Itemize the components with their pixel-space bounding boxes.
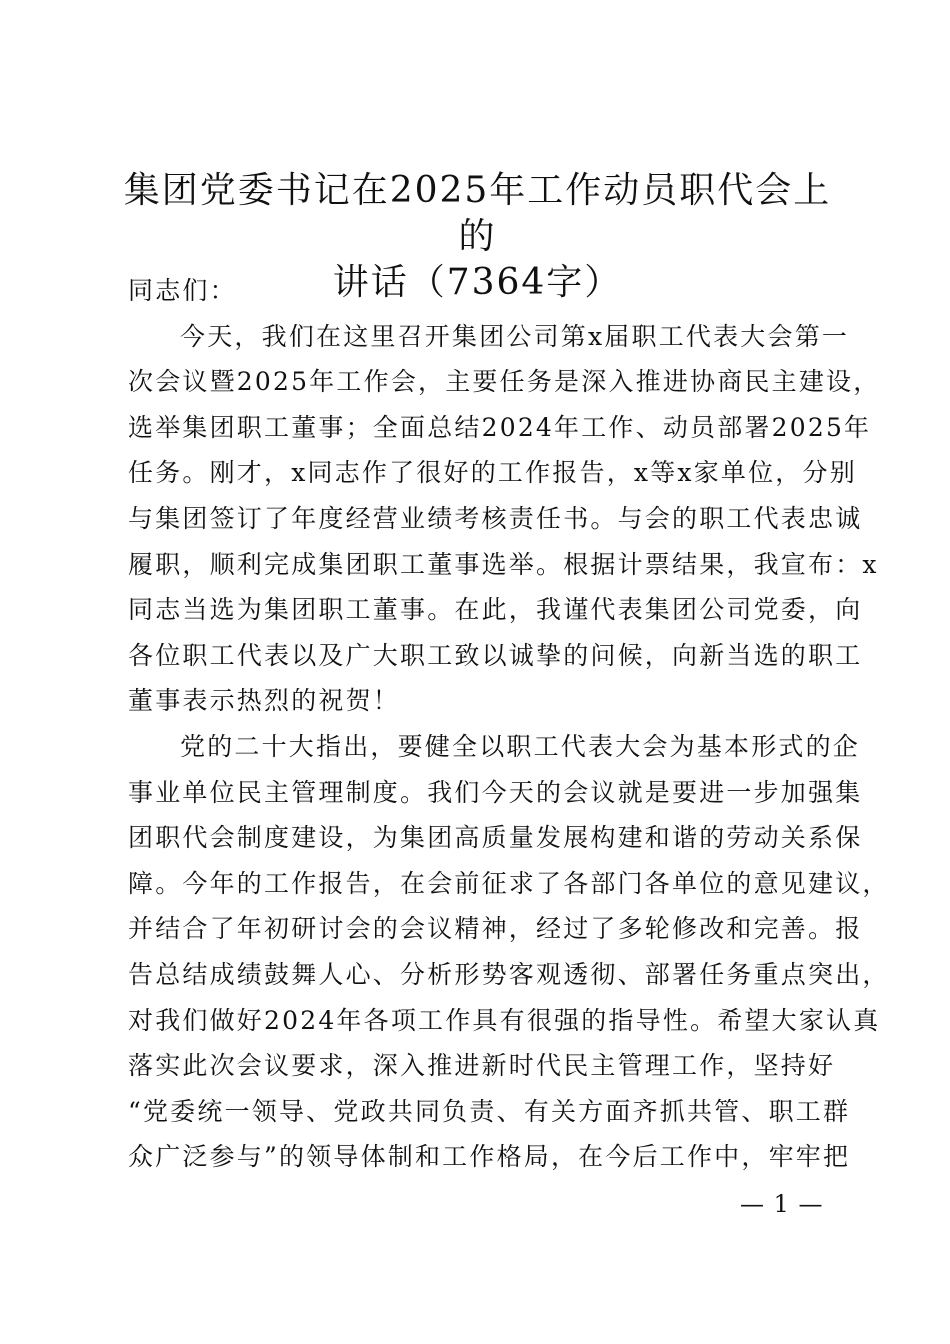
paragraph-line: 并结合了年初研讨会的会议精神，经过了多轮修改和完善。报 [128, 914, 863, 944]
paragraph-line: 障。今年的工作报告，在会前征求了各部门各单位的意见建议， [128, 868, 890, 898]
paragraph-line: 团职代会制度建设，为集团高质量发展构建和谐的劳动关系保 [128, 823, 863, 853]
paragraph-line: 履职，顺利完成集团职工董事选举。根据计票结果，我宣布：x [128, 549, 879, 579]
title-line-2: 讲话（7364字） [332, 262, 623, 303]
paragraph-line: 落实此次会议要求，深入推进新时代民主管理工作，坚持好 [128, 1051, 836, 1081]
paragraph-line: 事业单位民主管理制度。我们今天的会议就是要进一步加强集 [128, 777, 863, 807]
paragraph-line: 今天，我们在这里召开集团公司第x届职工代表大会第一 [180, 321, 850, 351]
paragraph-line: 众广泛参与”的领导体制和工作格局，在今后工作中，牢牢把 [128, 1142, 851, 1172]
paragraph-line: 与集团签订了年度经营业绩考核责任书。与会的职工代表忠诚 [128, 503, 863, 533]
document-body [128, 268, 890, 1180]
paragraph-2 [128, 724, 890, 1180]
salutation: 同志们： [128, 276, 237, 305]
paragraph-line: 次会议暨2025年工作会，主要任务是深入推进协商民主建设， [128, 367, 881, 397]
page-number: — 1 — [740, 1190, 824, 1218]
paragraph-line: 各位职工代表以及广大职工致以诚挚的问候，向新当选的职工 [128, 640, 863, 670]
paragraph-line: 对我们做好2024年各项工作具有很强的指导性。希望大家认真 [128, 1005, 881, 1035]
paragraph-line: “党委统一领导、党政共同负责、有关方面齐抓共管、职工群 [128, 1096, 851, 1126]
paragraph-line: 董事表示热烈的祝贺！ [128, 686, 401, 716]
paragraph-line: 选举集团职工董事；全面总结2024年工作、动员部署2025年 [128, 412, 872, 442]
paragraph-line: 告总结成绩鼓舞人心、分析形势客观透彻、部署任务重点突出， [128, 959, 890, 989]
title-line-1: 集团党委书记在2025年工作动员职代会上的 [123, 170, 832, 257]
paragraph-line: 同志当选为集团职工董事。在此，我谨代表集团公司党委，向 [128, 595, 863, 625]
paragraph-line: 任务。刚才，x同志作了很好的工作报告，x等x家单位，分别 [128, 458, 857, 488]
paragraph-line: 党的二十大指出，要健全以职工代表大会为基本形式的企 [180, 731, 861, 761]
paragraph-1 [128, 314, 881, 724]
